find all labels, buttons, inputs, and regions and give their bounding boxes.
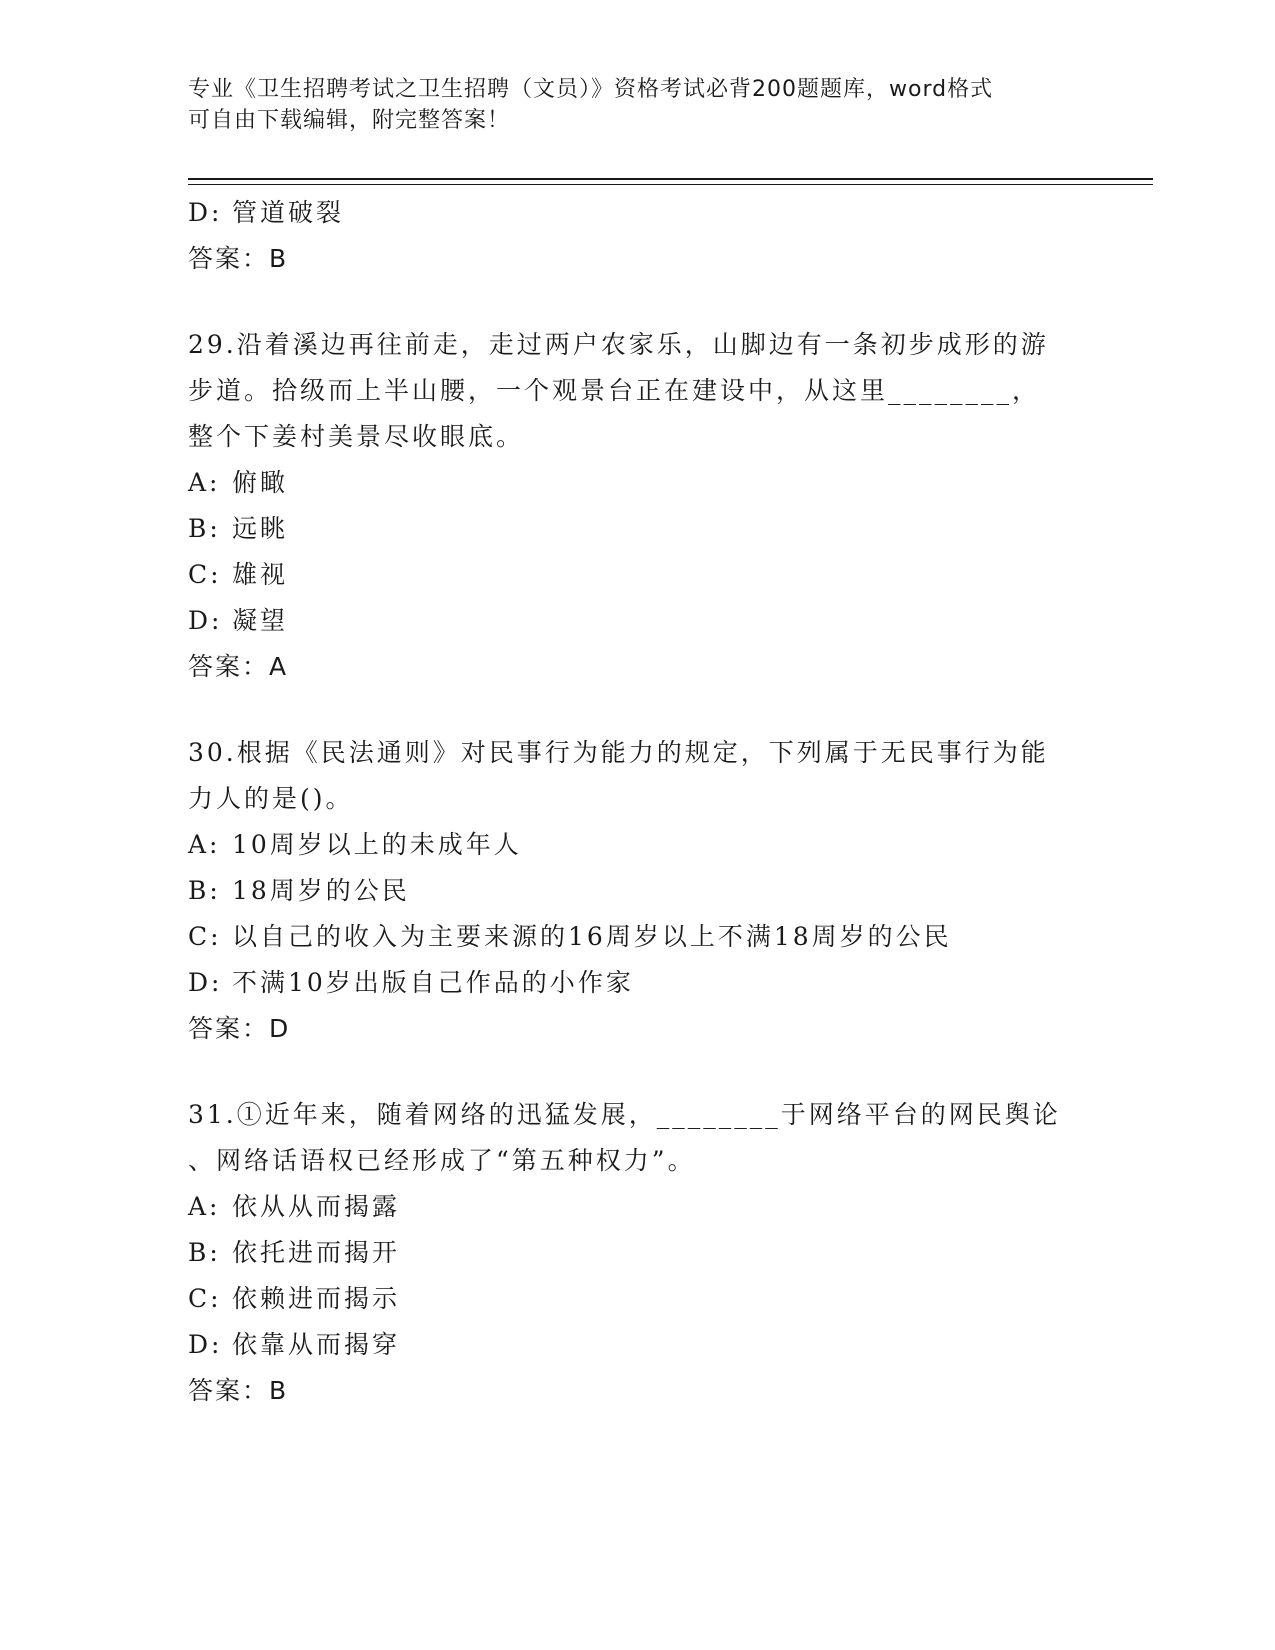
option-text: 远眺 <box>232 514 289 543</box>
option-label: C: <box>188 560 222 589</box>
option-text: 18周岁的公民 <box>232 876 410 905</box>
option-text: 俯瞰 <box>232 468 289 497</box>
option-text: 不满10岁出版自己作品的小作家 <box>232 968 634 997</box>
option-d <box>188 598 1088 644</box>
spacer <box>188 282 1088 322</box>
option-a <box>188 1184 1088 1230</box>
option-label: C: <box>188 922 222 951</box>
header-title-line-1: 专业《卫生招聘考试之卫生招聘（文员）》资格考试必背200题题库，word格式 <box>188 77 994 102</box>
option-label: B: <box>188 876 221 905</box>
question-29 <box>188 322 1088 690</box>
question-30 <box>188 730 1088 1052</box>
option-text: 凝望 <box>232 606 289 635</box>
option-text: 以自己的收入为主要来源的16周岁以上不满18周岁的公民 <box>232 922 952 951</box>
option-label: D: <box>188 968 223 997</box>
option-d <box>188 190 1088 236</box>
option-d <box>188 1322 1088 1368</box>
option-label: A: <box>188 830 221 859</box>
question-content <box>188 190 1088 1414</box>
option-text: 依赖进而揭示 <box>232 1284 401 1313</box>
option-label: D: <box>188 198 223 227</box>
question-text-line: 整个下姜村美景尽收眼底。 <box>188 422 525 451</box>
spacer <box>188 690 1088 730</box>
option-label: A: <box>188 468 221 497</box>
question-31 <box>188 1092 1088 1414</box>
option-c <box>188 1276 1088 1322</box>
option-text: 依托进而揭开 <box>232 1238 401 1267</box>
question-text-line: 30.根据《民法通则》对民事行为能力的规定，下列属于无民事行为能 <box>188 738 1049 767</box>
option-c <box>188 552 1088 598</box>
option-text: 10周岁以上的未成年人 <box>232 830 522 859</box>
option-label: B: <box>188 1238 221 1267</box>
option-label: B: <box>188 514 221 543</box>
spacer <box>188 1052 1088 1092</box>
header-divider-thin <box>188 184 1153 185</box>
question-text-line: 、网络话语权已经形成了“第五种权力”。 <box>188 1146 696 1175</box>
option-label: A: <box>188 1192 221 1221</box>
question-text-line: 29.沿着溪边再往前走，走过两户农家乐，山脚边有一条初步成形的游 <box>188 330 1049 359</box>
question-text-line: 步道。拾级而上半山腰，一个观景台正在建设中，从这里________， <box>188 376 1041 405</box>
header-divider-thick <box>188 178 1153 180</box>
answer-line: 答案：B <box>188 244 289 273</box>
question-text-line: 力人的是()。 <box>188 784 354 813</box>
option-a <box>188 460 1088 506</box>
option-label: D: <box>188 606 223 635</box>
answer-line: 答案：B <box>188 1376 289 1405</box>
option-text: 雄视 <box>232 560 289 589</box>
header-title-line-2: 可自由下载编辑，附完整答案！ <box>188 108 511 133</box>
page-header <box>188 74 1088 136</box>
option-d <box>188 960 1088 1006</box>
option-text: 依靠从而揭穿 <box>232 1330 401 1359</box>
option-text: 管道破裂 <box>232 198 345 227</box>
option-label: D: <box>188 1330 223 1359</box>
option-label: C: <box>188 1284 222 1313</box>
option-b <box>188 506 1088 552</box>
option-b <box>188 868 1088 914</box>
option-c <box>188 914 1088 960</box>
question-28-tail <box>188 190 1088 282</box>
answer-line: 答案：D <box>188 1014 291 1043</box>
question-text-line: 31.①近年来，随着网络的迅猛发展，________于网络平台的网民舆论 <box>188 1100 1061 1129</box>
answer-line: 答案：A <box>188 652 289 681</box>
option-a <box>188 822 1088 868</box>
option-text: 依从从而揭露 <box>232 1192 401 1221</box>
option-b <box>188 1230 1088 1276</box>
